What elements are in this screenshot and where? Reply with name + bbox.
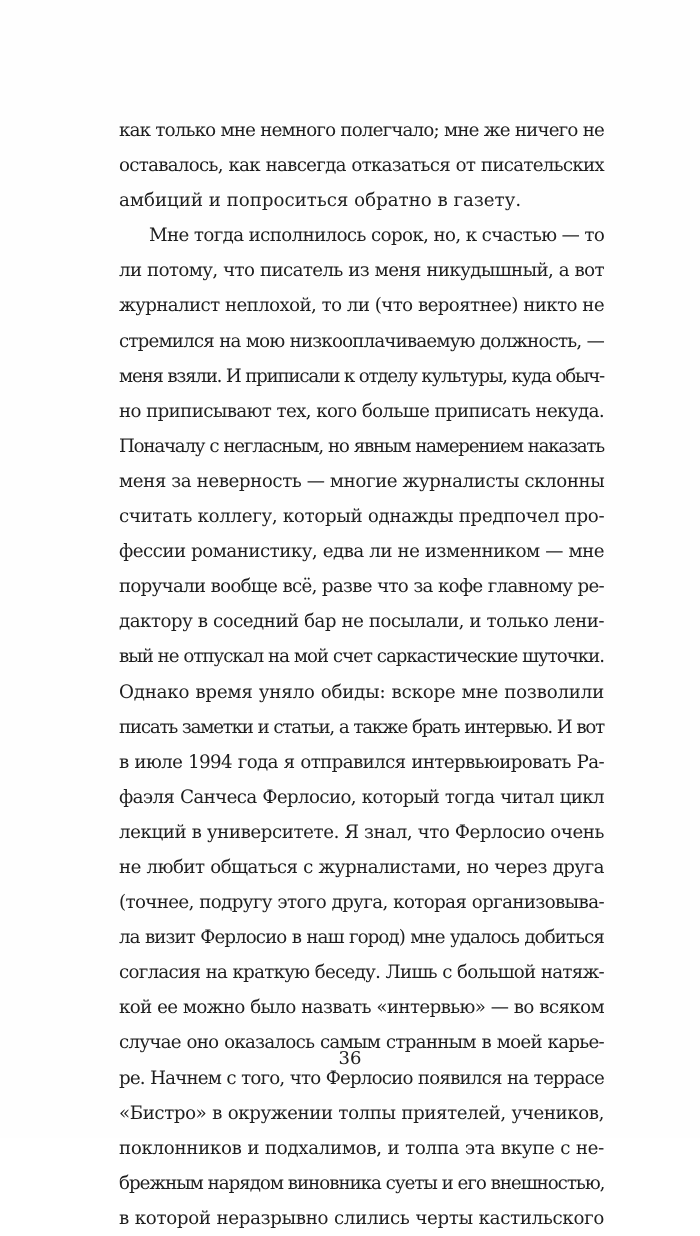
text-line: фессии романистику, едва ли не изменником — мне <box>119 541 604 563</box>
text-line: не любит общаться с журналистами, но через друга <box>119 856 604 878</box>
text-line: в июле 1994 года я отправился интервьюировать Ра- <box>119 751 604 773</box>
text-line: согласия на краткую беседу. Лишь с большой натяж- <box>119 962 604 984</box>
text-line: ла визит Ферлосио в наш город) мне удалось добиться <box>119 927 604 949</box>
text-line: случае оно оказалось самым странным в моей карье- <box>119 1032 604 1054</box>
text-line: в которой неразрывно слились черты кастильского <box>119 1207 604 1229</box>
text-line: кой ее можно было назвать «интервью» — во всяком <box>119 997 604 1019</box>
text-line: (точнее, подругу этого друга, которая организовыва- <box>119 892 604 914</box>
text-line: дактору в соседний бар не посылали, и только лени- <box>119 611 604 633</box>
text-line: журналист неплохой, то ли (что вероятнее) никто не <box>119 295 604 317</box>
text-line: вый не отпускал на мой счет саркастические шуточки. <box>119 646 604 668</box>
text-line: лекций в университете. Я знал, что Ферлосио очень <box>119 821 605 843</box>
text-line: ли потому, что писатель из меня никудышный, а вот <box>119 260 604 282</box>
text-line: брежным нарядом виновника суеты и его внешностью, <box>119 1172 605 1194</box>
text-line: меня за неверность — многие журналисты склонны <box>119 470 605 492</box>
text-line: Мне тогда исполнилось сорок, но, к счастью — то <box>149 225 605 247</box>
text-line: как только мне немного полегчало; мне же ничего не <box>119 120 604 141</box>
text-line: но приписывают тех, кого больше приписать некуда. <box>119 400 604 422</box>
text-line: стремился на мою низкооплачиваемую должность, — <box>119 330 604 352</box>
text-line: оставалось, как навсегда отказаться от писательских <box>119 155 604 177</box>
text-line: считать коллегу, который однажды предпочел про- <box>119 506 605 528</box>
text-line: Поначалу с негласным, но явным намерением наказать <box>119 435 604 457</box>
text-line: писать заметки и статьи, а также брать интервью. И вот <box>119 716 604 738</box>
text-line: «Бистро» в окружении толпы приятелей, учеников, <box>119 1102 604 1124</box>
text-line: ре. Начнем с того, что Ферлосио появился на террасе <box>119 1067 604 1089</box>
page-number: 36 <box>338 1048 362 1069</box>
text-line: меня взяли. И приписали к отделу культуры, куда обыч- <box>119 365 604 387</box>
text-line: Однако время уняло обиды: вскоре мне позволили <box>119 681 604 703</box>
text-line: поклонников и подхалимов, и толпа эта вкупе с не- <box>119 1137 604 1159</box>
text-line: фаэля Санчеса Ферлосио, который тогда читал цикл <box>119 786 604 808</box>
text-line: поручали вообще всё, разве что за кофе главному ре- <box>119 576 604 598</box>
text-line: амбиций и попроситься обратно в газету. <box>119 190 522 212</box>
